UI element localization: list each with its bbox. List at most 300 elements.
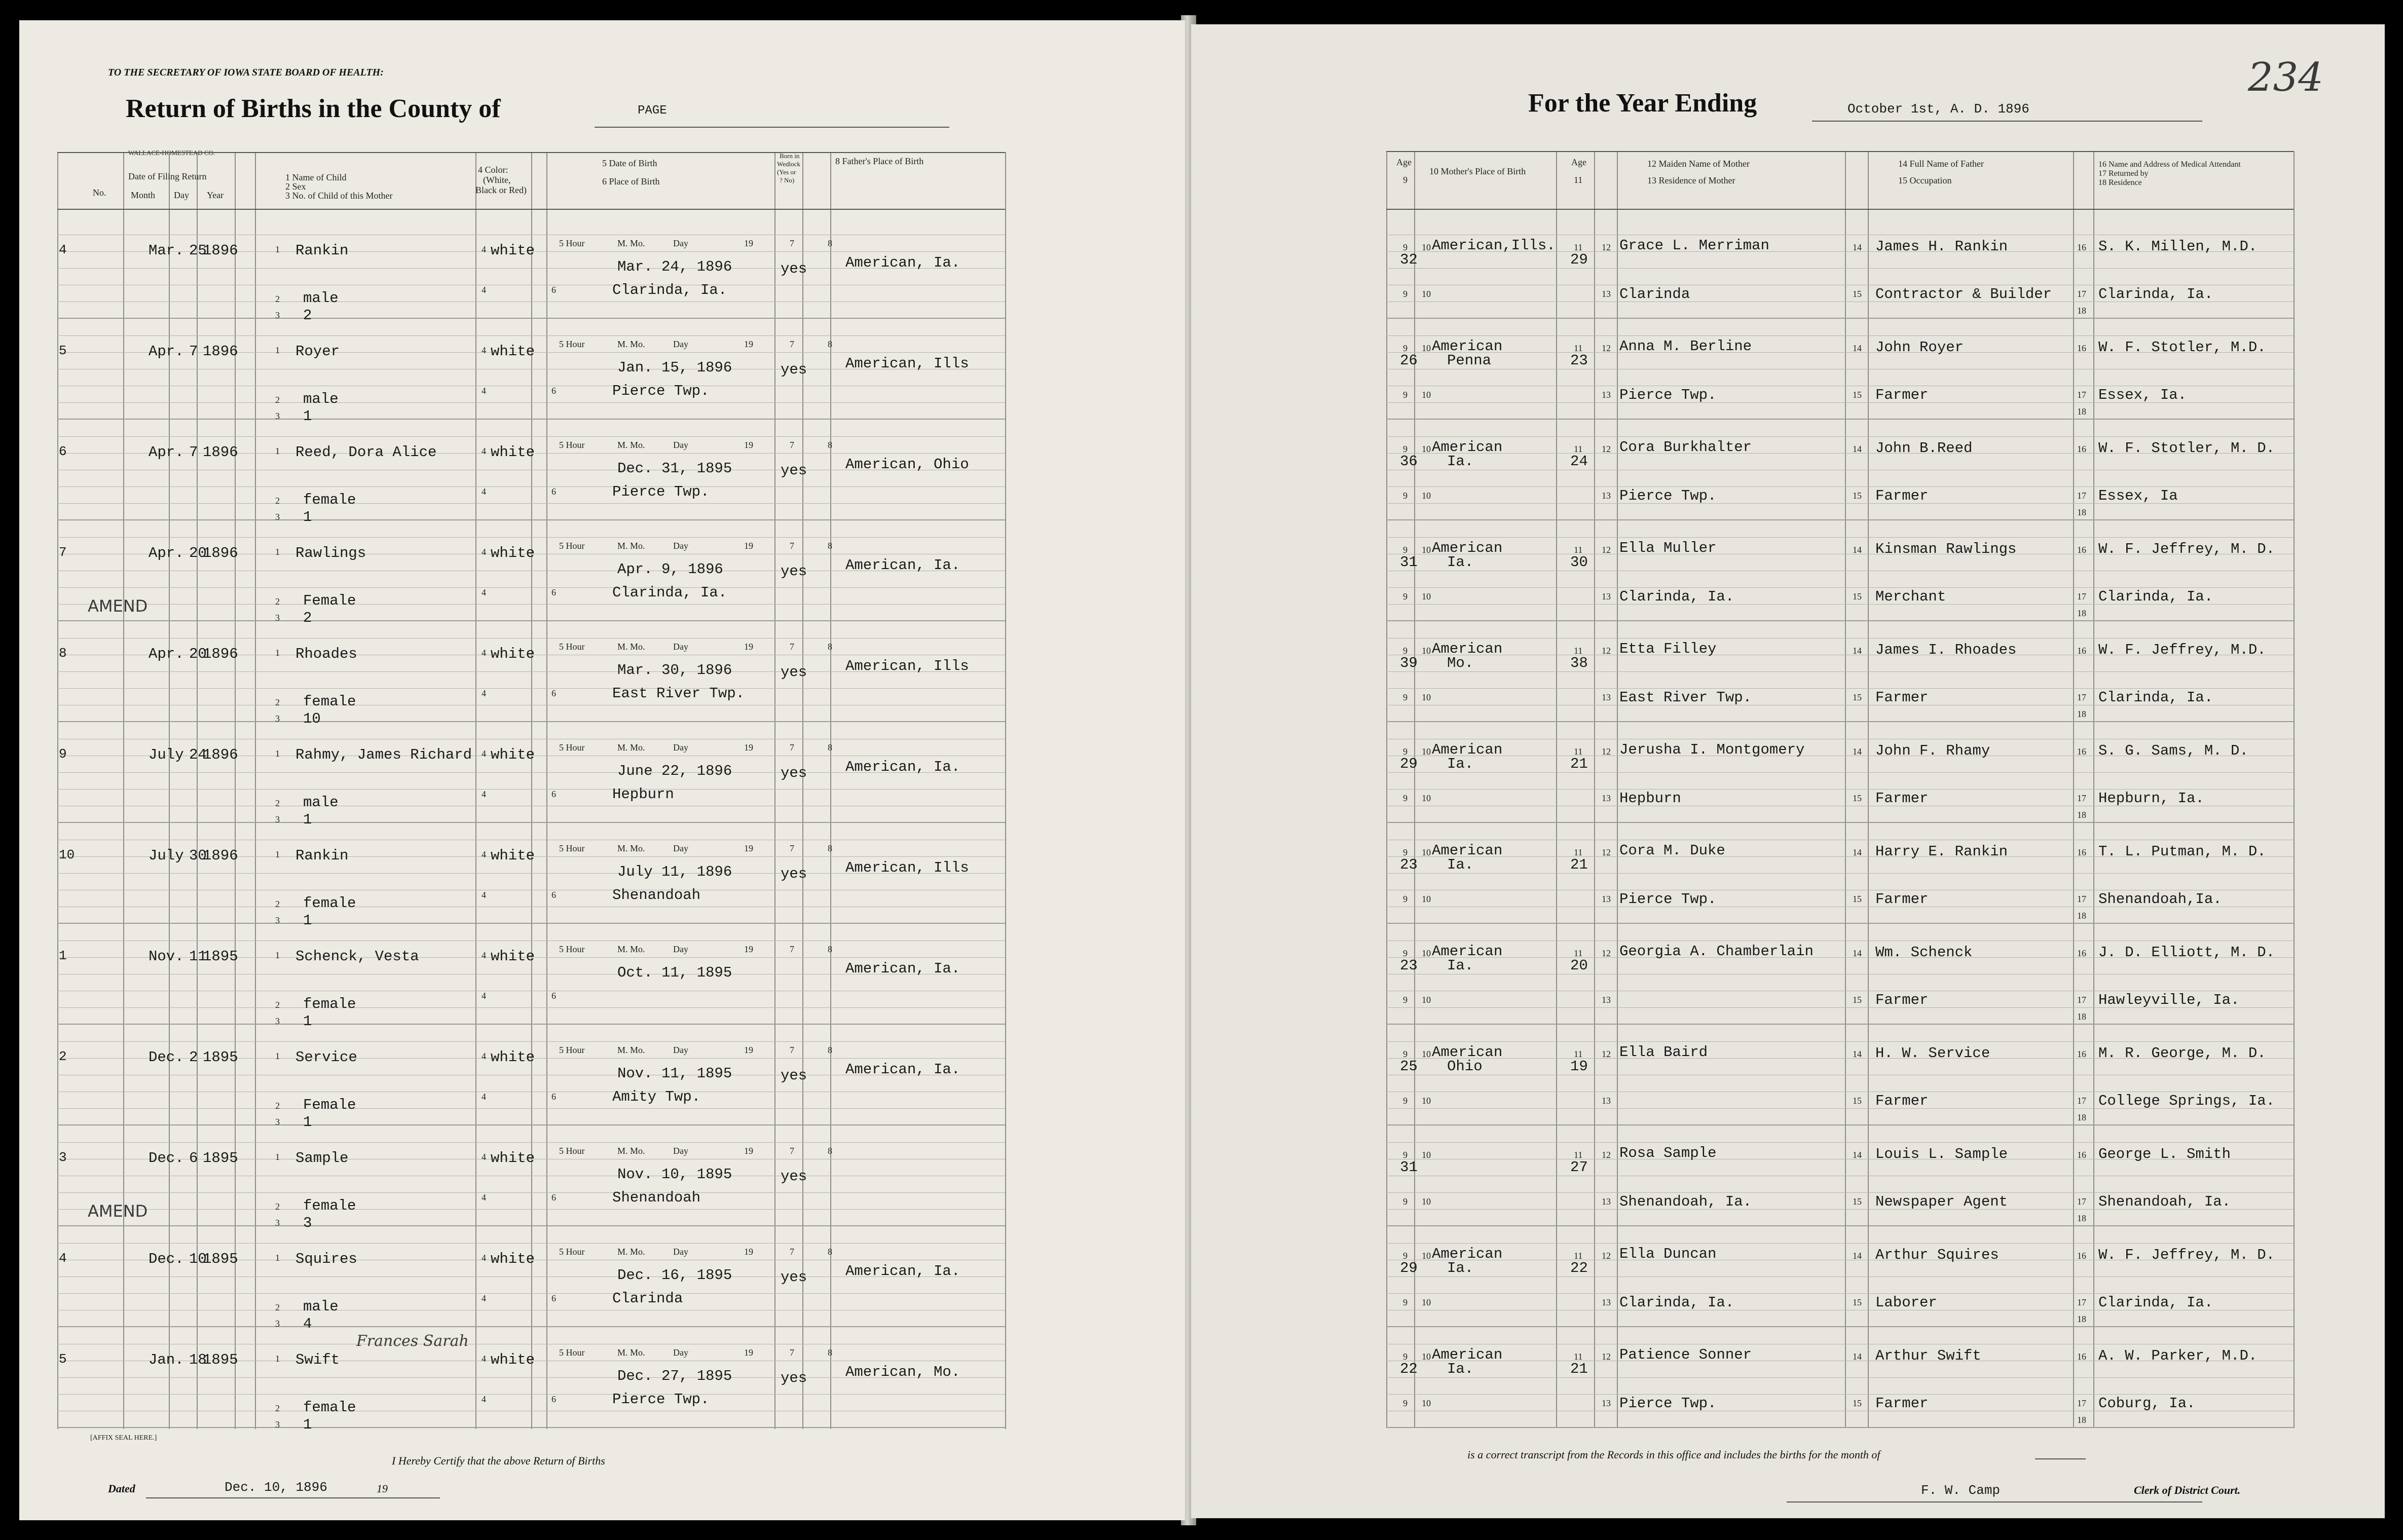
left-col-rule (802, 152, 803, 1429)
label-10: 10 (1422, 948, 1431, 958)
left-row-rule (57, 1293, 1005, 1294)
label-10: 10 (1422, 242, 1431, 252)
label-10: 10 (1422, 1049, 1431, 1059)
right-record-rule (1386, 1326, 2294, 1327)
label-hour: 5 Hour (559, 1146, 585, 1156)
label-10b: 10 (1422, 289, 1431, 299)
label-14: 14 (1853, 1351, 1862, 1362)
label-9: 9 (1403, 948, 1408, 958)
child-name: Rankin (295, 847, 349, 864)
right-row-rule (1386, 1276, 2294, 1277)
label-16: 16 (2077, 746, 2086, 757)
filing-day: 7 (189, 343, 198, 360)
right-row-rule (1386, 671, 2294, 672)
label-17: 17 (2077, 1297, 2086, 1307)
mother-place: American (1432, 439, 1503, 456)
left-col-rule (475, 152, 476, 1429)
col-color-3: Black or Red) (475, 185, 527, 195)
col-child-3: 3 No. of Child of this Mother (285, 191, 393, 201)
mother-residence: Clarinda, Ia. (1619, 588, 1734, 605)
label-4b: 4 (482, 1092, 486, 1102)
dated-underline (146, 1497, 440, 1498)
label-12: 12 (1602, 847, 1611, 857)
child-sex: male (303, 391, 339, 407)
mother-residence: Clarinda, Ia. (1619, 1294, 1734, 1311)
label-19: 19 (744, 1045, 753, 1055)
father-name: Arthur Swift (1875, 1347, 1981, 1364)
label-9: 9 (1403, 746, 1408, 757)
wedlock: yes (781, 361, 807, 378)
label-4: 4 (482, 446, 486, 456)
attendant-residence: Hepburn, Ia. (2098, 790, 2204, 807)
left-record-rule (57, 620, 1005, 621)
col-attendant-3: 18 Residence (2098, 178, 2142, 187)
child-sex: female (303, 693, 356, 710)
father-occupation: Farmer (1875, 487, 1929, 504)
child-color: white (491, 242, 535, 259)
right-record-rule (1386, 519, 2294, 520)
left-col-rule (123, 152, 124, 1429)
father-occupation: Newspaper Agent (1875, 1193, 2008, 1210)
mother-place-2: Ia. (1447, 453, 1474, 470)
date-of-birth: Dec. 16, 1895 (617, 1267, 732, 1284)
label-mmo: M. Mo. (617, 1247, 645, 1257)
mother-age: 22 (1400, 1361, 1418, 1377)
filing-day: 24 (189, 746, 207, 763)
left-row-rule (57, 486, 1005, 487)
label-7: 7 (790, 1045, 794, 1055)
label-10: 10 (1422, 1351, 1431, 1362)
label-2: 2 (275, 1201, 280, 1212)
label-7: 7 (790, 1247, 794, 1257)
father-age: 30 (1570, 554, 1588, 571)
label-9: 9 (1403, 646, 1408, 656)
mother-maiden-name: Anna M. Berline (1619, 338, 1752, 355)
label-19: 19 (744, 339, 753, 349)
label-mmo: M. Mo. (617, 843, 645, 853)
right-col-rule (2073, 151, 2074, 1428)
medical-attendant: J. D. Elliott, M. D. (2098, 944, 2275, 961)
child-number: 1 (303, 509, 312, 525)
filing-month: Mar. (149, 242, 184, 259)
label-1: 1 (275, 950, 280, 960)
label-16: 16 (2077, 1351, 2086, 1362)
label-day: Day (673, 843, 688, 853)
label-4: 4 (482, 244, 486, 254)
mother-place-2: Ia. (1447, 1361, 1474, 1377)
right-page (1191, 24, 2385, 1518)
place-of-birth: Amity Twp. (612, 1088, 701, 1105)
col-wedlock-2: Wedlock (777, 160, 800, 168)
right-row-rule (1386, 436, 2294, 437)
attendant-residence: Essex, Ia. (2098, 387, 2187, 403)
label-12: 12 (1602, 343, 1611, 353)
filing-year: 1896 (203, 646, 238, 662)
mother-maiden-name: Patience Sonner (1619, 1346, 1752, 1363)
record-no: 1 (59, 948, 67, 963)
label-17: 17 (2077, 995, 2086, 1005)
label-mmo: M. Mo. (617, 642, 645, 652)
right-row-rule (1386, 1192, 2294, 1193)
period-value: October 1st, A. D. 1896 (1847, 101, 2029, 117)
col-father-place: 8 Father's Place of Birth (835, 156, 924, 166)
label-3: 3 (275, 1218, 280, 1228)
filing-month: Dec. (149, 1049, 184, 1066)
mother-place-2: Mo. (1447, 655, 1474, 671)
child-name: Rawlings (295, 545, 366, 561)
record-no: 7 (59, 545, 67, 560)
filing-month: Apr. (149, 444, 184, 461)
period-underline (1812, 121, 2202, 122)
father-occupation: Merchant (1875, 588, 1946, 605)
right-row-rule (1386, 1041, 2294, 1042)
child-name: Sample (295, 1150, 349, 1167)
medical-attendant: George L. Smith (2098, 1146, 2231, 1162)
label-16: 16 (2077, 847, 2086, 857)
filing-year: 1895 (203, 948, 238, 965)
child-name: Reed, Dora Alice (295, 444, 437, 461)
label-9b: 9 (1403, 1398, 1408, 1408)
label-3: 3 (275, 1419, 280, 1430)
left-row-rule (57, 402, 1005, 403)
wedlock: yes (781, 462, 807, 479)
mother-residence: Pierce Twp. (1619, 487, 1717, 504)
label-2: 2 (275, 294, 280, 304)
year-ending-title: For the Year Ending (1528, 89, 1757, 118)
label-16: 16 (2077, 646, 2086, 656)
mother-place: American (1432, 338, 1503, 355)
father-occupation: Laborer (1875, 1294, 1937, 1311)
child-color: white (491, 948, 535, 965)
col-wedlock-3: (Yes or (777, 168, 796, 176)
label-day: Day (673, 541, 688, 551)
label-day: Day (673, 642, 688, 652)
label-17: 17 (2077, 1096, 2086, 1106)
mother-maiden-name: Ella Muller (1619, 540, 1717, 556)
mother-age: 23 (1400, 856, 1418, 873)
label-2: 2 (275, 496, 280, 506)
mother-place: American (1432, 842, 1503, 859)
label-14: 14 (1853, 847, 1862, 857)
place-of-birth: Clarinda (612, 1290, 683, 1307)
father-name: Harry E. Rankin (1875, 843, 2008, 860)
county-underline (595, 127, 949, 128)
child-sex: female (303, 996, 356, 1012)
label-6: 6 (551, 1092, 556, 1102)
label-4b: 4 (482, 890, 486, 900)
wedlock: yes (781, 1370, 807, 1386)
label-day: Day (673, 944, 688, 954)
child-name: Royer (295, 343, 340, 360)
child-number: 1 (303, 811, 312, 828)
filing-year: 1896 (203, 545, 238, 561)
right-col-rule (2093, 151, 2094, 1428)
label-11: 11 (1574, 1049, 1583, 1059)
label-6: 6 (551, 1394, 556, 1404)
filing-month: Apr. (149, 343, 184, 360)
label-12: 12 (1602, 242, 1611, 252)
father-name: Arthur Squires (1875, 1247, 1999, 1263)
label-10b: 10 (1422, 491, 1431, 501)
label-14: 14 (1853, 242, 1862, 252)
label-3: 3 (275, 1319, 280, 1329)
right-record-rule (1386, 419, 2294, 420)
child-number: 1 (303, 1013, 312, 1030)
label-10b: 10 (1422, 692, 1431, 702)
date-of-birth: Mar. 30, 1896 (617, 662, 732, 679)
mother-age: 25 (1400, 1058, 1418, 1075)
mother-maiden-name: Ella Baird (1619, 1044, 1708, 1061)
place-of-birth: Pierce Twp. (612, 1391, 710, 1408)
label-hour: 5 Hour (559, 1045, 585, 1055)
mother-place-2: Ohio (1447, 1058, 1483, 1075)
label-13: 13 (1602, 390, 1611, 400)
wedlock: yes (781, 1269, 807, 1286)
col-occupation: 15 Occupation (1898, 175, 1952, 185)
label-14: 14 (1853, 545, 1862, 555)
label-15: 15 (1853, 1196, 1862, 1207)
label-6: 6 (551, 1192, 556, 1203)
label-14: 14 (1853, 746, 1862, 757)
date-of-birth: Nov. 11, 1895 (617, 1065, 732, 1082)
filing-year: 1896 (203, 444, 238, 461)
label-10b: 10 (1422, 1297, 1431, 1307)
place-of-birth: Hepburn (612, 786, 674, 803)
label-18: 18 (2077, 810, 2086, 820)
attendant-residence: Clarinda, Ia. (2098, 689, 2213, 706)
right-row-rule (1386, 1243, 2294, 1244)
left-row-rule (57, 1209, 1005, 1210)
mother-place: American (1432, 943, 1503, 960)
mother-place: American,Ills. (1432, 237, 1556, 254)
child-number: 4 (303, 1316, 312, 1332)
attendant-residence: Clarinda, Ia. (2098, 1294, 2213, 1311)
father-place: American, Ills (845, 355, 969, 372)
label-19: 19 (744, 541, 753, 551)
label-4: 4 (482, 748, 486, 759)
label-14: 14 (1853, 1150, 1862, 1160)
label-1: 1 (275, 547, 280, 557)
father-place: American, Ills (845, 859, 969, 876)
label-hour: 5 Hour (559, 541, 585, 551)
label-18: 18 (2077, 507, 2086, 517)
left-page (19, 20, 1185, 1520)
label-3: 3 (275, 713, 280, 724)
child-number: 1 (303, 408, 312, 425)
label-mmo: M. Mo. (617, 1347, 645, 1358)
label-14: 14 (1853, 646, 1862, 656)
label-12: 12 (1602, 746, 1611, 757)
label-day: Day (673, 1247, 688, 1257)
label-1: 1 (275, 345, 280, 355)
label-15: 15 (1853, 1096, 1862, 1106)
left-row-rule (57, 1108, 1005, 1109)
child-sex: male (303, 794, 339, 811)
father-age: 27 (1570, 1159, 1588, 1176)
label-8: 8 (828, 238, 832, 248)
label-9b: 9 (1403, 390, 1408, 400)
label-7: 7 (790, 339, 794, 349)
father-age: 21 (1570, 1361, 1588, 1377)
wedlock: yes (781, 866, 807, 882)
left-record-rule (57, 419, 1005, 420)
col-age: Age (1396, 157, 1412, 167)
child-sex: female (303, 1399, 356, 1416)
mother-residence: Shenandoah, Ia. (1619, 1193, 1752, 1210)
label-4: 4 (482, 648, 486, 658)
label-4b: 4 (482, 486, 486, 497)
label-4b: 4 (482, 285, 486, 295)
label-18: 18 (2077, 406, 2086, 417)
mother-maiden-name: Rosa Sample (1619, 1145, 1717, 1161)
label-1: 1 (275, 244, 280, 254)
left-row-rule (57, 789, 1005, 790)
label-mmo: M. Mo. (617, 1146, 645, 1156)
left-record-rule (57, 1124, 1005, 1125)
header-rule (57, 209, 1005, 210)
left-record-rule (57, 1326, 1005, 1327)
label-4b: 4 (482, 688, 486, 698)
label-day: Day (673, 440, 688, 450)
label-4b: 4 (482, 991, 486, 1001)
left-record-rule (57, 822, 1005, 823)
col-place-birth: 6 Place of Birth (602, 176, 660, 186)
label-17: 17 (2077, 1196, 2086, 1207)
medical-attendant: S. K. Millen, M.D. (2098, 238, 2258, 255)
left-col-rule (774, 152, 775, 1429)
label-11: 11 (1574, 847, 1583, 857)
filing-year: 1895 (203, 1351, 238, 1368)
mother-residence: Pierce Twp. (1619, 1395, 1717, 1412)
child-sex: female (303, 492, 356, 508)
label-3: 3 (275, 310, 280, 320)
label-4: 4 (482, 547, 486, 557)
label-13: 13 (1602, 591, 1611, 602)
label-1: 1 (275, 1152, 280, 1162)
label-day: Day (673, 238, 688, 248)
left-col-rule (57, 152, 58, 1429)
label-10b: 10 (1422, 1096, 1431, 1106)
label-8: 8 (828, 642, 832, 652)
father-age: 22 (1570, 1260, 1588, 1276)
label-4: 4 (482, 1354, 486, 1364)
label-9: 9 (1403, 1351, 1408, 1362)
label-16: 16 (2077, 343, 2086, 353)
col-attendant-2: 17 Returned by (2098, 169, 2149, 178)
attendant-residence: Shenandoah,Ia. (2098, 891, 2222, 908)
right-record-rule (1386, 1427, 2294, 1428)
label-10b: 10 (1422, 1196, 1431, 1207)
mother-age: 26 (1400, 352, 1418, 369)
child-name: Rahmy, James Richard (295, 746, 472, 763)
label-8: 8 (828, 1146, 832, 1156)
medical-attendant: W. F. Jeffrey, M. D. (2098, 541, 2275, 557)
label-4: 4 (482, 1253, 486, 1263)
right-row-rule (1386, 1142, 2294, 1143)
record-no: 2 (59, 1049, 67, 1064)
father-age: 29 (1570, 251, 1588, 268)
wedlock: yes (781, 1168, 807, 1185)
label-9b: 9 (1403, 491, 1408, 501)
label-6: 6 (551, 486, 556, 497)
label-19: 19 (744, 944, 753, 954)
label-16: 16 (2077, 948, 2086, 958)
label-14: 14 (1853, 1049, 1862, 1059)
left-row-rule (57, 537, 1005, 538)
col-wedlock-1: Born in (780, 152, 800, 160)
label-18: 18 (2077, 911, 2086, 921)
label-hour: 5 Hour (559, 440, 585, 450)
right-row-rule (1386, 486, 2294, 487)
left-row-rule (57, 1007, 1005, 1008)
label-7: 7 (790, 238, 794, 248)
mother-residence: Hepburn (1619, 790, 1681, 807)
left-row-rule (57, 1394, 1005, 1395)
mother-place: American (1432, 1044, 1503, 1061)
date-of-birth: Mar. 24, 1896 (617, 258, 732, 275)
place-of-birth: East River Twp. (612, 685, 745, 702)
father-place: American, Ohio (845, 456, 969, 473)
label-11: 11 (1574, 746, 1583, 757)
attendant-residence: Hawleyville, Ia. (2098, 992, 2240, 1008)
label-7: 7 (790, 742, 794, 753)
label-13: 13 (1602, 1196, 1611, 1207)
record-no: 3 (59, 1150, 67, 1165)
mother-age: 36 (1400, 453, 1418, 470)
label-7: 7 (790, 440, 794, 450)
label-19: 19 (744, 843, 753, 853)
label-7: 7 (790, 541, 794, 551)
left-row-rule (57, 604, 1005, 605)
left-record-rule (57, 923, 1005, 924)
father-occupation: Farmer (1875, 992, 1929, 1008)
child-color: white (491, 1351, 535, 1368)
father-name: James H. Rankin (1875, 238, 2008, 255)
right-col-rule (2294, 151, 2295, 1428)
father-occupation: Farmer (1875, 891, 1929, 908)
label-10b: 10 (1422, 995, 1431, 1005)
filing-year: 1896 (203, 746, 238, 763)
label-6: 6 (551, 587, 556, 597)
label-15: 15 (1853, 793, 1862, 803)
label-6: 6 (551, 285, 556, 295)
header-rule (1386, 209, 2294, 210)
left-record-rule (57, 1225, 1005, 1226)
label-7: 7 (790, 1347, 794, 1358)
mother-place-2: Penna (1447, 352, 1492, 369)
label-10b: 10 (1422, 591, 1431, 602)
col-attendant-1: 16 Name and Address of Medical Attendant (2098, 160, 2241, 169)
dated-value: Dec. 10, 1896 (225, 1480, 327, 1495)
label-14: 14 (1853, 343, 1862, 353)
label-17: 17 (2077, 894, 2086, 904)
label-16: 16 (2077, 444, 2086, 454)
father-name: James I. Rhoades (1875, 642, 2017, 658)
label-18: 18 (2077, 608, 2086, 618)
right-row-rule (1386, 772, 2294, 773)
mother-place-2: Ia. (1447, 554, 1474, 571)
label-mmo: M. Mo. (617, 1045, 645, 1055)
label-16: 16 (2077, 1251, 2086, 1261)
label-9: 9 (1403, 343, 1408, 353)
label-4b: 4 (482, 1293, 486, 1303)
label-9b: 9 (1403, 995, 1408, 1005)
label-11: 11 (1574, 444, 1583, 454)
label-8: 8 (828, 843, 832, 853)
label-2: 2 (275, 1101, 280, 1111)
filing-month: Apr. (149, 646, 184, 662)
father-name: Kinsman Rawlings (1875, 541, 2017, 557)
